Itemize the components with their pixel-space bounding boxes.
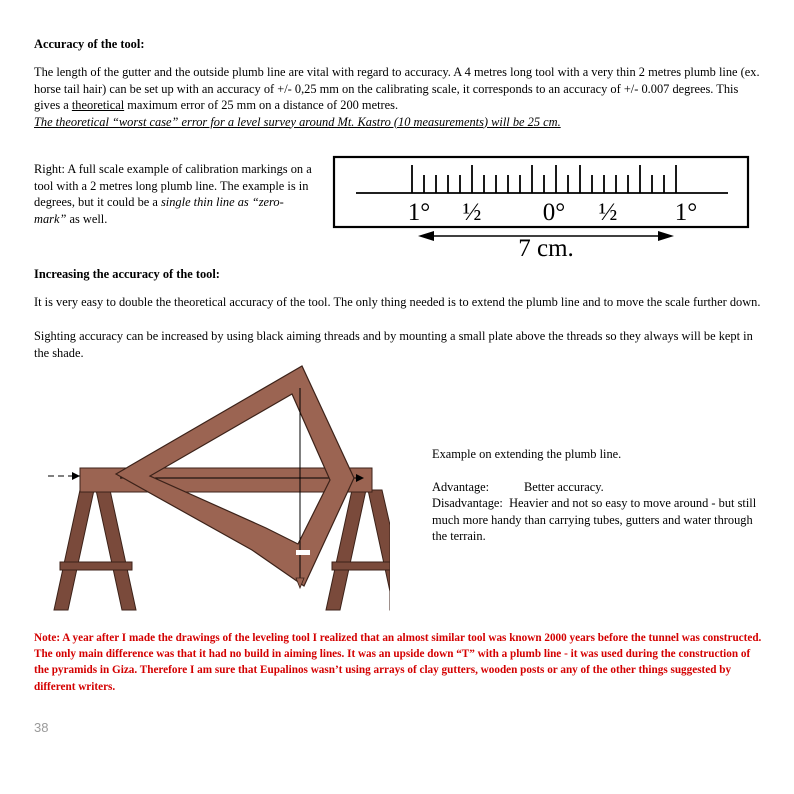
- heading-increasing-accuracy: Increasing the accuracy of the tool:: [34, 267, 220, 281]
- example-block: [432, 446, 764, 545]
- disadvantage-label: Disadvantage:: [432, 496, 503, 510]
- accuracy-paragraph: [34, 64, 762, 130]
- leveling-tool-drawing: [40, 360, 390, 615]
- width-arrow-right-head: [658, 231, 674, 241]
- calibration-caption-1: Right: A full scale example of calibration markings on a tool with a 2 metres long plumb line. The example is in degrees, but it could be a: [34, 162, 312, 209]
- increasing-paragraph-2: Sighting accuracy can be increased by using black aiming threads and by mounting a small plate above the threads so they always will be kept in the shade.: [34, 329, 753, 360]
- width-label: 7 cm.: [518, 235, 574, 262]
- scale-label-left-1: 1°: [407, 199, 431, 226]
- heading-accuracy: Accuracy of the tool:: [34, 37, 145, 51]
- advantage-line: [432, 479, 764, 496]
- calibration-caption-italic: single thin line as “zero-mark”: [34, 195, 284, 226]
- example-caption: Example on extending the plumb line.: [432, 447, 622, 461]
- disadvantage-text: Heavier and not so easy to move around - but still much more handy than carrying tubes, gutters and water through the terrain.: [432, 496, 757, 543]
- aiming-arrow-left: [72, 472, 80, 480]
- accuracy-text-underlined: theoretical: [71, 98, 125, 112]
- advantage-label: Advantage:: [432, 479, 490, 494]
- left-sawhorse: [54, 490, 136, 610]
- accuracy-text-1: The length of the gutter and the outside plumb line are vital with regard to accuracy. A 4 metres long tool with a very thin 2 metres plumb line (ex. horse tail hair) can be set up with an accuracy of +/- 0,25 mm on the calibrating scale, it corresponds to an accuracy of +/- 0.007 degrees. This gives a: [34, 65, 760, 112]
- calibration-scale-figure: [330, 152, 754, 262]
- scale-label-zero: 0°: [542, 199, 566, 226]
- page-number: 38: [34, 720, 49, 735]
- scale-plate: [296, 550, 310, 555]
- calibration-caption: [34, 161, 312, 227]
- red-note: Note: A year after I made the drawings of the leveling tool I realized that an almost similar tool was known 2000 years before the tunnel was constructed. The only main difference was that it had no build in aiming lines. It was an upside down “T” with a plumb line - it was used during the construction of the pyramids in Giza. Therefore I am sure that Eupalinos wasn’t using arrays of clay gutters, wooden posts or any of the other things suggested by different writers.: [34, 632, 762, 693]
- scale-label-left-half: ½: [462, 199, 482, 226]
- scale-label-right-1: 1°: [674, 199, 698, 226]
- worst-case-sentence: The theoretical “worst case” error for a level survey around Mt. Kastro (10 measurements) will be 25 cm.: [34, 114, 561, 129]
- increasing-paragraph-1: It is very easy to double the theoretical accuracy of the tool. The only thing needed is to extend the plumb line and to move the scale further down.: [34, 295, 761, 309]
- disadvantage-line: [432, 495, 764, 545]
- scale-label-right-half: ½: [598, 199, 618, 226]
- accuracy-text-2: maximum error of 25 mm on a distance of 200 metres.: [124, 98, 399, 112]
- width-arrow-left-head: [418, 231, 434, 241]
- advantage-text: Better accuracy.: [524, 479, 604, 494]
- calibration-caption-2: as well.: [66, 211, 108, 226]
